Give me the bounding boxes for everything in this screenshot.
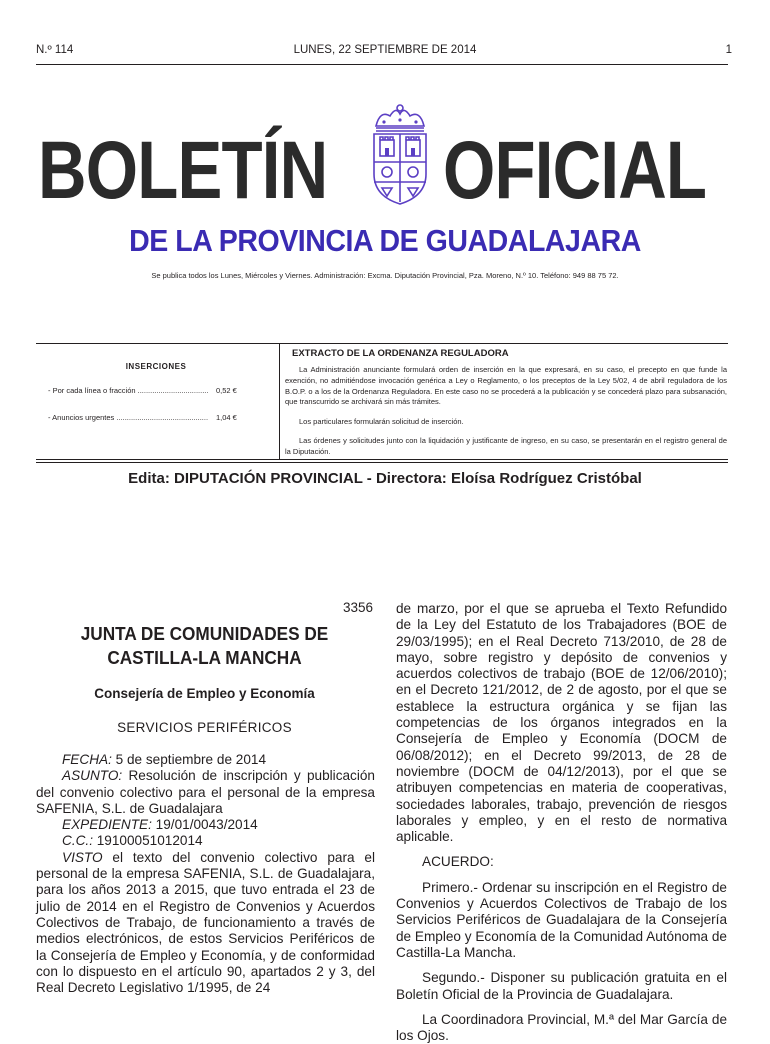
box-rule-top <box>36 343 728 344</box>
organization-title-line: CASTILLA-LA MANCHA <box>107 647 302 668</box>
cc-label: C.C.: <box>62 833 93 849</box>
right-column-body <box>396 601 727 1044</box>
fecha-label: FECHA: <box>62 752 112 767</box>
extracto-paragraph: Las órdenes y solicitudes junto con la liquidación y justificante de ingreso, en su caso, se presentarán en el registro general de la Diputación. <box>285 436 727 456</box>
extracto-paragraph: Los particulares formularán solicitud de inserción. <box>299 417 464 426</box>
inserciones-title: INSERCIONES <box>125 362 187 371</box>
fecha-paragraph <box>36 752 375 768</box>
province-subtitle: DE LA PROVINCIA DE GUADALAJARA <box>129 223 641 258</box>
page-number: 1 <box>725 44 732 56</box>
masthead-word-right: OFICIAL <box>443 125 707 216</box>
expediente-value: 19/01/0043/2014 <box>151 817 258 833</box>
publication-info: Se publica todos los Lunes, Miércoles y Viernes. Administración: Excma. Diputación Provincial, Pza. Moreno, N.º 10. Teléfono: 949 88 75 72. <box>151 271 619 280</box>
issue-number: N.º 114 <box>36 44 74 56</box>
legal-basis-paragraph: de marzo, por el que se aprueba el Texto Refundido de la Ley del Estatuto de los Trabajadores (BOE de 29/03/1995); en el Real Decreto 713/2010, de 28 de mayo, sobre registro y depósito de convenios y acuerdos colectivos de trabajo (BOE de 12/06/2010); en el Decreto 121/2012, de 2 de agosto, por el que se establece la estructura orgánica y se fijan las competencias de los órganos integrados en la Consejería de Empleo y Economía (DOCM de 06/08/2012); en el Decreto 99/2013, de 28 de noviembre (DOCM de 04/12/2013), por el que se atribuyen competencias en materia de cooperativas, sociedades laborales, trabajo, prevención de riesgos laborales y empleo, y en el resto de normativa aplicable. <box>396 601 727 845</box>
organization-title-line: JUNTA DE COMUNIDADES DE <box>80 623 329 644</box>
insercion-row <box>48 413 278 422</box>
primero-paragraph: Primero.- Ordenar su inscripción en el Registro de Convenios y Acuerdos Colectivos de Trabajo de los Servicios Periféricos de Guadalajara de la Consejería de Empleo y Economía de la Comunidad Autónoma de Castilla-La Mancha. <box>396 879 727 960</box>
cc-paragraph <box>36 833 375 849</box>
edita-line: Edita: DIPUTACIÓN PROVINCIAL - Directora: Eloísa Rodríguez Cristóbal <box>128 470 642 487</box>
insercion-price: 0,52 € <box>216 386 237 395</box>
service-name: SERVICIOS PERIFÉRICOS <box>117 720 292 735</box>
insercion-price: 1,04 € <box>216 413 237 422</box>
asunto-value: Resolución de inscripción y publicación del convenio colectivo para el personal de la empresa SAFENIA, S.L. de Guadalajara <box>36 768 375 816</box>
left-column-body <box>36 752 375 996</box>
visto-value: el texto del convenio colectivo para el personal de la empresa SAFENIA, S.L. de Guadalajara, para los años 2013 a 2015, que tuvo entrada el 23 de julio de 2014 en el Registro de Convenios y Acuerdos Colectivos de Trabajo, de funcionamiento a través de medios electrónicos, de estos Servicios Periféricos de la Consejería de Empleo y Economía, y de conformidad con lo dispuesto en el artículo 90, apartados 2 y 3, del Real Decreto Legislativo 1/1995, de 24 <box>36 849 375 996</box>
extracto-title: EXTRACTO DE LA ORDENANZA REGULADORA <box>292 348 509 359</box>
asunto-label: ASUNTO: <box>62 768 123 784</box>
issue-date: LUNES, 22 SEPTIEMBRE DE 2014 <box>293 44 477 56</box>
announcement-number: 3356 <box>342 600 373 615</box>
insercion-row <box>48 386 278 395</box>
header-rule <box>36 64 728 65</box>
asunto-paragraph <box>36 768 375 817</box>
acuerdo-heading: ACUERDO: <box>422 854 494 870</box>
fecha-value: 5 de septiembre de 2014 <box>111 752 267 767</box>
visto-label: VISTO <box>62 849 103 865</box>
visto-paragraph <box>36 850 375 997</box>
masthead-word-left: BOLETÍN <box>38 125 328 216</box>
insercion-label: - Anuncios urgentes ............................................ <box>48 413 209 422</box>
insercion-label: - Por cada línea o fracción .................................. <box>48 386 209 395</box>
expediente-label: EXPEDIENTE: <box>62 817 152 833</box>
department-name: Consejería de Empleo y Economía <box>94 686 315 701</box>
box-rule-bottom-double <box>36 462 728 463</box>
organization-title <box>48 622 361 670</box>
extracto-paragraph: La Administración anunciante formulará orden de inserción en la que expresará, en su caso, el precepto en que funde la exención, no admitiéndose invocación genérica a Ley o Reglamento, o los preceptos de la Ley 5/02, 4 de abril reguladora de los B.O.P. o a los de la Ordenanza Reguladora. En este caso no se procederá a la publicación y se concederá plazo para subsanación, que transcurrido se archivará sin más trámites. <box>285 365 727 407</box>
box-rule-divider <box>279 343 280 459</box>
coat-of-arms-icon <box>366 104 434 208</box>
cc-value: 19100051012014 <box>92 833 203 849</box>
expediente-paragraph <box>36 817 375 833</box>
box-rule-bottom <box>36 459 728 460</box>
signature-paragraph: La Coordinadora Provincial, M.ª del Mar García de los Ojos. <box>396 1011 727 1044</box>
segundo-paragraph: Segundo.- Disponer su publicación gratuita en el Boletín Oficial de la Provincia de Guadalajara. <box>396 970 727 1002</box>
